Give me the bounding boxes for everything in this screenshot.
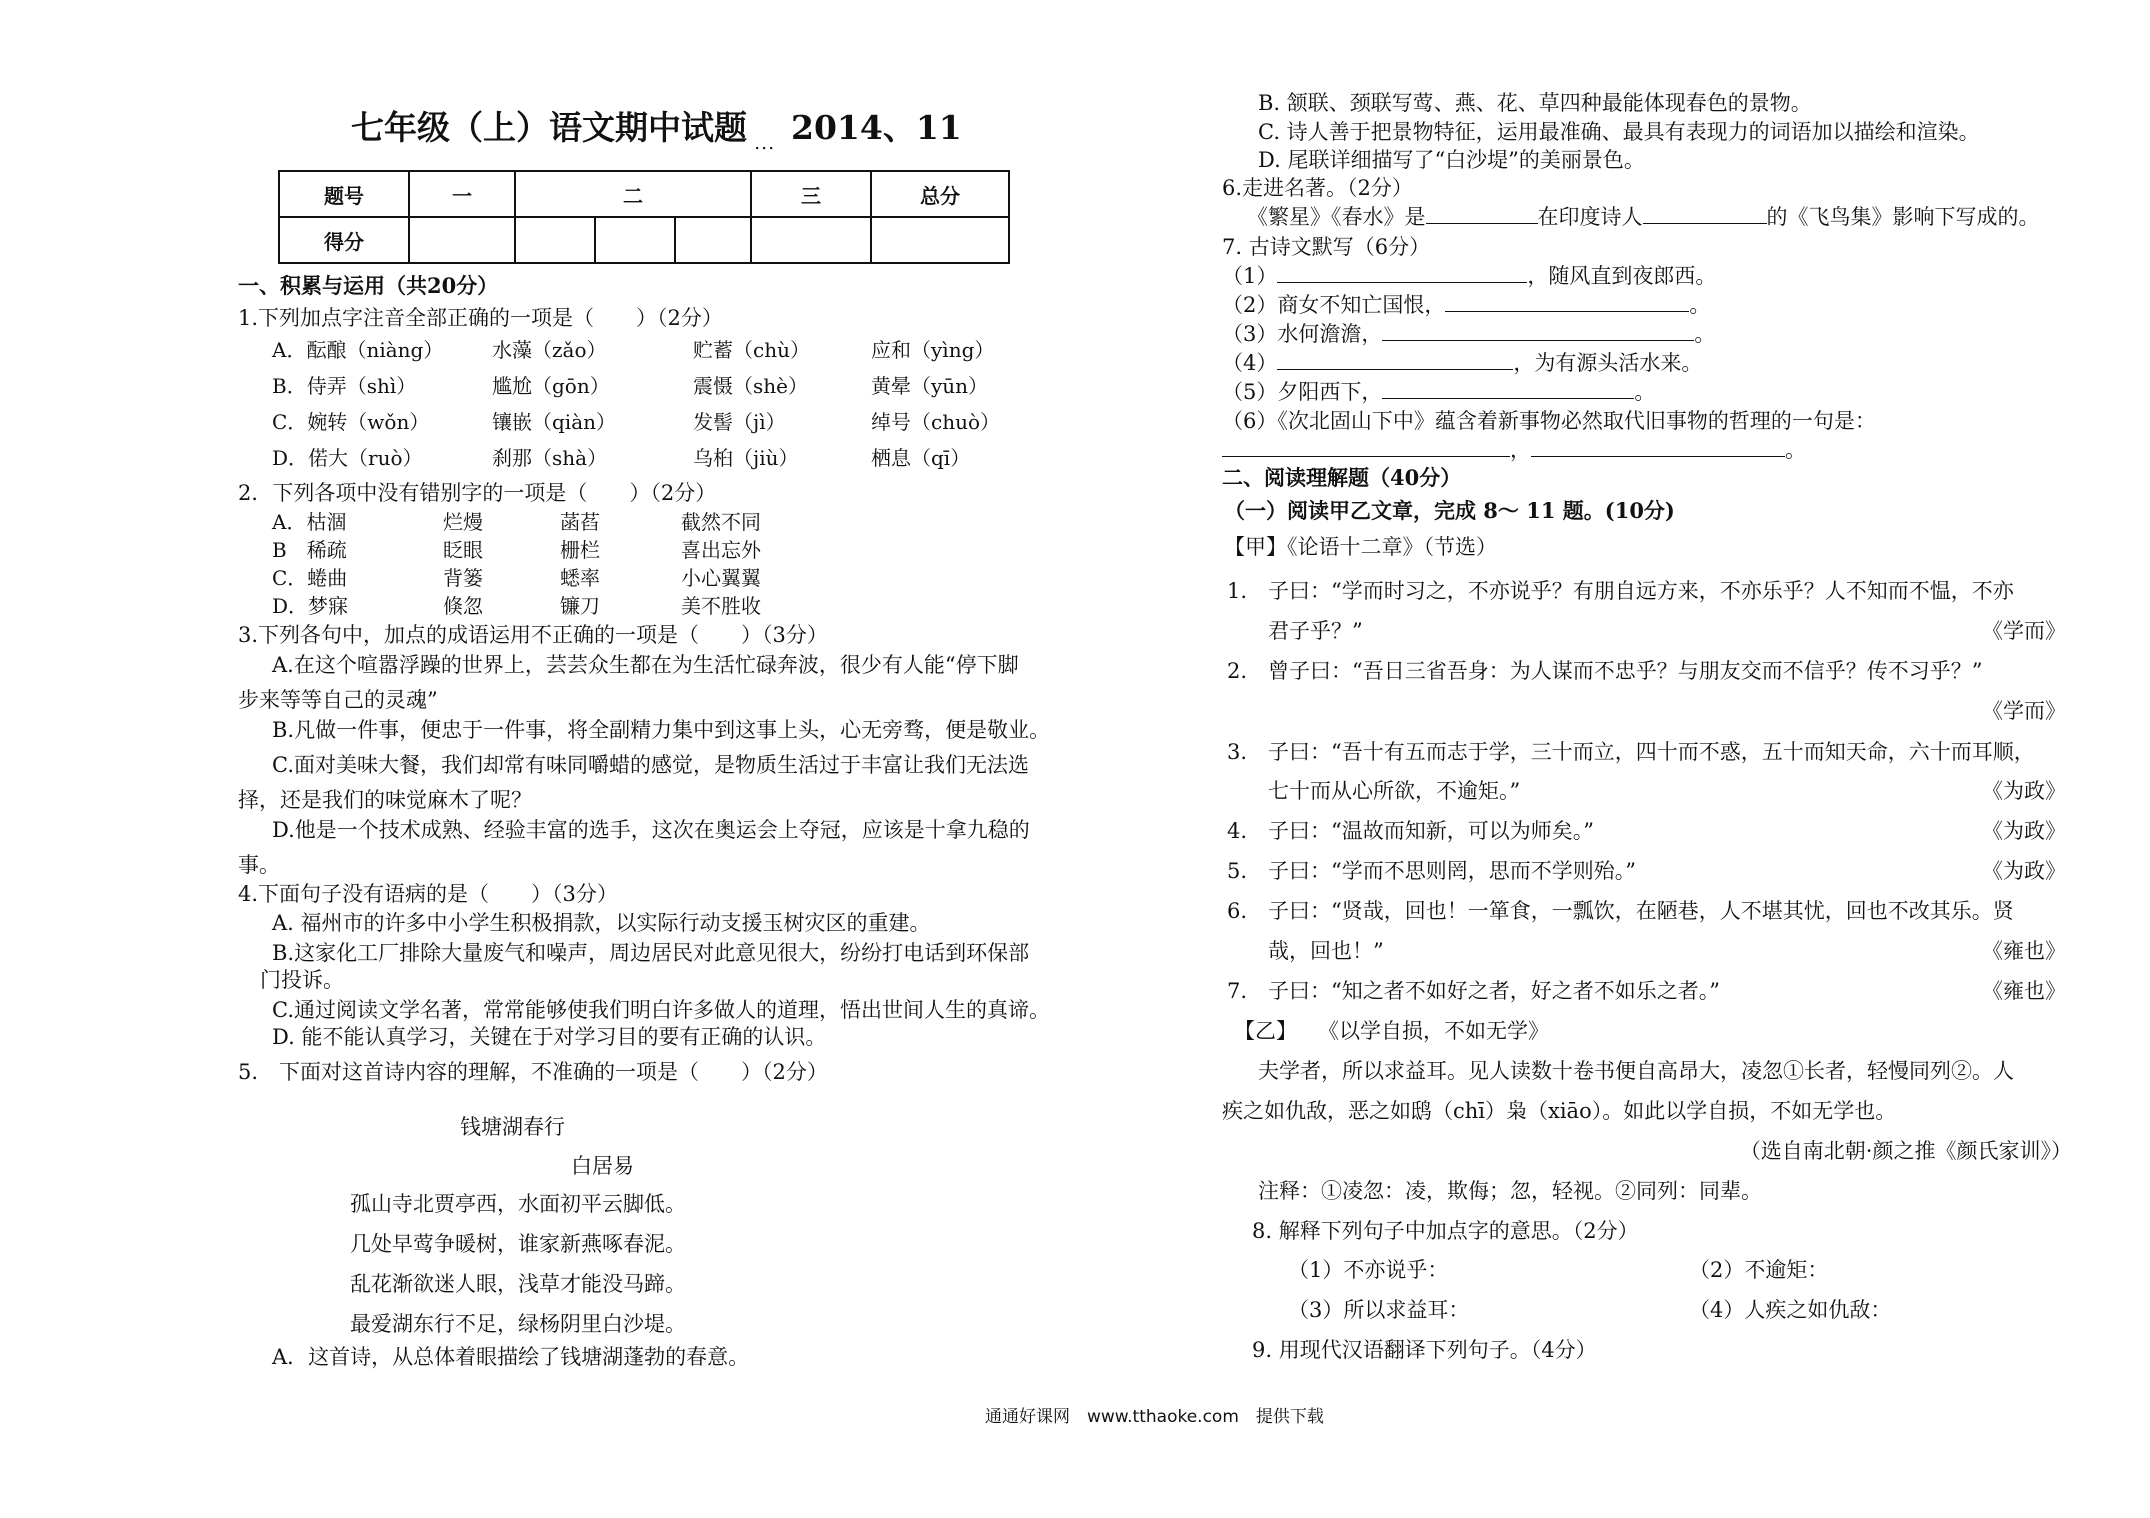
q2-option: A．枯涸 xyxy=(272,510,347,534)
q3-option-c-cont: 择，还是我们的味觉麻木了呢？ xyxy=(238,788,532,812)
score-input-cell[interactable] xyxy=(675,217,751,263)
q6-stem: 6.走进名著。（2分） xyxy=(1222,176,1413,200)
q1-option: 镶嵌（qiàn） xyxy=(492,410,617,434)
q7-blank[interactable] xyxy=(1531,436,1785,457)
page-footer: 通通好课网 www.tthaoke.com 提供下载 xyxy=(985,1407,1324,1427)
score-header-cell: 一 xyxy=(409,171,515,217)
q1-option: 水藻（zǎo） xyxy=(492,338,607,362)
q4-option-b: B.这家化工厂排除大量废气和噪声，周边居民对此意见很大，纷纷打电话到环保部 xyxy=(272,941,1030,965)
score-header-cell: 三 xyxy=(751,171,871,217)
q7-text: 。 xyxy=(1689,293,1711,317)
q4-option-b-cont: 门投诉。 xyxy=(260,968,344,992)
q7-text: 。 xyxy=(1694,322,1716,346)
section1-heading: 一、积累与运用（共20分） xyxy=(238,273,499,298)
q4-option-d: D. 能不能认真学习，关键在于对学习目的要有正确的认识。 xyxy=(272,1025,827,1049)
score-input-cell[interactable] xyxy=(751,217,871,263)
q1-option: C．婉转（wǒn） xyxy=(272,410,430,434)
q2-option: 菡萏 xyxy=(560,510,600,534)
q5-option-a: A．这首诗，从总体着眼描绘了钱塘湖蓬勃的春意。 xyxy=(272,1345,750,1369)
analects-item-text: 子曰：“温故而知新，可以为师矣。” xyxy=(1268,819,1594,843)
q3-option-a: A.在这个喧嚣浮躁的世界上，芸芸众生都在为生活忙碌奔波，很少有人能“停下脚 xyxy=(272,653,1019,677)
score-input-cell[interactable] xyxy=(515,217,595,263)
q1-option: B．侍弄（shì） xyxy=(272,374,417,398)
score-header-cell: 总分 xyxy=(871,171,1009,217)
q3-option-d: D.他是一个技术成熟、经验丰富的选手，这次在奥运会上夺冠，应该是十拿九稳的 xyxy=(272,818,1030,842)
q7-blank[interactable] xyxy=(1277,349,1513,370)
q9-stem: 9. 用现代汉语翻译下列句子。（4分） xyxy=(1252,1338,1597,1362)
q5-option-c: C. 诗人善于把景物特征，运用最准确、最具有表现力的词语加以描绘和渲染。 xyxy=(1258,120,1980,144)
q1-option: 震慑（shè） xyxy=(693,374,808,398)
q2-option: 栅栏 xyxy=(560,538,600,562)
q7-line-7 xyxy=(1222,436,1806,464)
q8-stem: 8. 解释下列句子中加点字的意思。（2分） xyxy=(1252,1219,1639,1243)
q7-line-4 xyxy=(1222,349,1702,377)
title-text: 七年级（上）语文期中试题 xyxy=(351,108,747,147)
title-date: 2014、11 xyxy=(791,108,962,147)
analects-item-number: 5. xyxy=(1227,859,1248,883)
analects-item-text: 子曰：“学而不思则罔，思而不学则殆。” xyxy=(1268,859,1636,883)
q7-text: （3）水何澹澹， xyxy=(1222,322,1383,346)
q6-line xyxy=(1247,203,2040,231)
analects-item-source: 《雍也》 xyxy=(1982,979,2066,1003)
q1-option: 黄晕（yūn） xyxy=(871,374,989,398)
q6-blank-2[interactable] xyxy=(1643,203,1767,224)
score-header-cell: 二 xyxy=(515,171,751,217)
q4-option-a: A. 福州市的许多中小学生积极捐款，以实际行动支援玉树灾区的重建。 xyxy=(272,911,931,935)
q7-line-3 xyxy=(1222,320,1715,348)
q3-option-c: C.面对美味大餐，我们却常有味同嚼蜡的感觉，是物质生活过于丰富让我们无法选 xyxy=(272,753,1029,777)
exam-title xyxy=(351,106,962,157)
q2-option: 眨眼 xyxy=(443,538,483,562)
analects-item-text: 子曰：“学而时习之，不亦说乎？有朋自远方来，不亦乐乎？人不知而不愠，不亦 xyxy=(1268,579,2014,603)
analects-item-text: 曾子曰：“吾日三省吾身：为人谋而不忠乎？与朋友交而不信乎？传不习乎？” xyxy=(1268,659,1983,683)
q7-text: ， xyxy=(1510,438,1531,462)
q5-stem: 5. 下面对这首诗内容的理解，不准确的一项是（ ）（2分） xyxy=(238,1060,828,1084)
analects-item-number: 1. xyxy=(1227,579,1248,603)
score-table-header-row xyxy=(279,171,1009,217)
q2-option: 背篓 xyxy=(443,566,483,590)
q2-option: 蟋率 xyxy=(560,566,600,590)
section2-heading: 二、阅读理解题（40分） xyxy=(1222,465,1462,490)
q1-option: 应和（yìng） xyxy=(871,338,995,362)
q7-line-6: （6）《次北固山下中》蕴含着新事物必然取代旧事物的哲理的一句是： xyxy=(1222,409,1876,433)
score-table xyxy=(278,170,1010,264)
q7-line-5 xyxy=(1222,378,1655,406)
passage-yi-text-cont: 疾之如仇敌，恶之如鸱（chī）枭（xiāo）。如此以学自损，不如无学也。 xyxy=(1222,1099,1897,1123)
passage-yi-text: 夫学者，所以求益耳。见人读数十卷书便自高昂大，凌忽①长者，轻慢同列②。人 xyxy=(1258,1059,2014,1083)
q1-option: 贮蓄（chù） xyxy=(693,338,810,362)
q7-line-2 xyxy=(1222,291,1710,319)
q3-option-d-cont: 事。 xyxy=(238,853,280,877)
q6-text: 《繁星》《春水》是 xyxy=(1247,205,1426,229)
q7-text: ，随风直到夜郎西。 xyxy=(1527,264,1717,288)
q7-text: ，为有源头活水来。 xyxy=(1513,351,1703,375)
q2-option: 倏忽 xyxy=(443,594,483,618)
q6-blank-1[interactable] xyxy=(1426,203,1538,224)
score-input-cell[interactable] xyxy=(871,217,1009,263)
q1-option: 发髻（jì） xyxy=(693,410,786,434)
analects-item-source: 《雍也》 xyxy=(1982,939,2066,963)
q1-option: A．酝酿（niàng） xyxy=(272,338,444,362)
q5-option-d: D. 尾联详细描写了“白沙堤”的美丽景色。 xyxy=(1258,148,1645,172)
passage-yi-note: 注释：①凌忽：凌，欺侮；忽，轻视。②同列：同辈。 xyxy=(1258,1179,1762,1203)
q1-option: 尴尬（gōn） xyxy=(492,374,610,398)
q7-blank[interactable] xyxy=(1382,378,1634,399)
q1-stem: 1.下列加点字注音全部正确的一项是（ ）（2分） xyxy=(238,306,723,330)
analects-item-source: 《学而》 xyxy=(1982,699,2066,723)
q7-label: （1） xyxy=(1222,264,1278,288)
poem-line: 最爱湖东行不足，绿杨阴里白沙堤。 xyxy=(350,1312,686,1336)
reading-part1-heading: （一）阅读甲乙文章，完成 8～ 11 题。(10分) xyxy=(1224,498,1675,523)
q6-text: 的《飞鸟集》影响下写成的。 xyxy=(1766,205,2040,229)
score-input-cell[interactable] xyxy=(595,217,675,263)
q8-item: （3）所以求益耳： xyxy=(1288,1298,1470,1322)
poem-line: 几处早莺争暖树，谁家新燕啄春泥。 xyxy=(350,1232,686,1256)
q4-option-c: C.通过阅读文学名著，常常能够使我们明白许多做人的道理，悟出世间人生的真谛。 xyxy=(272,998,1050,1022)
q1-option: D．偌大（ruò） xyxy=(272,446,423,470)
q2-option: C．蜷曲 xyxy=(272,566,348,590)
analects-item-source: 《为政》 xyxy=(1982,859,2066,883)
q3-option-b: B.凡做一件事，便忠于一件事，将全副精力集中到这事上头，心无旁骛，便是敬业。 xyxy=(272,718,1051,742)
score-row-label: 得分 xyxy=(279,217,409,263)
q2-option: B 稀疏 xyxy=(272,538,347,562)
q1-option: 栖息（qī） xyxy=(871,446,971,470)
analects-item-number: 7. xyxy=(1227,979,1248,1003)
q6-text: 在印度诗人 xyxy=(1537,205,1643,229)
q3-option-a-cont: 步来等等自己的灵魂” xyxy=(238,688,438,712)
q7-blank[interactable] xyxy=(1445,291,1689,312)
score-header-cell: 题号 xyxy=(279,171,409,217)
title-dots: ．．． xyxy=(755,137,783,153)
q2-option: 美不胜收 xyxy=(681,594,761,618)
q7-stem: 7. 古诗文默写（6分） xyxy=(1222,235,1431,259)
analects-item-number: 6. xyxy=(1227,899,1248,923)
analects-item-number: 4. xyxy=(1227,819,1248,843)
analects-item-text: 子曰：“吾十有五而志于学，三十而立，四十而不惑，五十而知天命，六十而耳顺， xyxy=(1268,740,2035,764)
q8-item: （2）不逾矩： xyxy=(1689,1258,1829,1282)
poem-line: 乱花渐欲迷人眼，浅草才能没马蹄。 xyxy=(350,1272,686,1296)
poem-line: 孤山寺北贾亭西，水面初平云脚低。 xyxy=(350,1192,686,1216)
q7-blank[interactable] xyxy=(1382,320,1694,341)
q7-text: （5）夕阳西下， xyxy=(1222,380,1383,404)
q2-stem: 2．下列各项中没有错别字的一项是（ ）（2分） xyxy=(238,481,717,505)
analects-item-source: 《为政》 xyxy=(1982,779,2066,803)
q2-option: D．梦寐 xyxy=(272,594,349,618)
q3-stem: 3.下列各句中，加点的成语运用不正确的一项是（ ）（3分） xyxy=(238,623,828,647)
passage-yi-title: 【乙】 《以学自损，不如无学》 xyxy=(1234,1019,1549,1043)
score-input-cell[interactable] xyxy=(409,217,515,263)
q1-option: 绰号（chuò） xyxy=(871,410,1001,434)
q2-option: 喜出忘外 xyxy=(681,538,761,562)
q1-option: 刹那（shà） xyxy=(492,446,608,470)
analects-item-cont: 哉，回也！” xyxy=(1268,939,1384,963)
passage-yi-source: （选自南北朝·颜之推《颜氏家训》） xyxy=(1739,1139,2072,1163)
passage-jia-title: 【甲】《论语十二章》（节选） xyxy=(1224,535,1497,559)
analects-item-number: 3. xyxy=(1227,740,1248,764)
analects-item-cont: 七十而从心所欲，不逾矩。” xyxy=(1268,779,1521,803)
analects-item-cont: 君子乎？” xyxy=(1268,619,1363,643)
q7-blank[interactable] xyxy=(1222,436,1510,457)
q2-option: 镰刀 xyxy=(560,594,600,618)
q7-text: （2）商女不知亡国恨， xyxy=(1222,293,1446,317)
analects-item-text: 子曰：“贤哉，回也！一箪食，一瓢饮，在陋巷，人不堪其忧，回也不改其乐。贤 xyxy=(1268,899,2014,923)
q5-option-b: B. 颔联、颈联写莺、燕、花、草四种最能体现春色的景物。 xyxy=(1258,91,1812,115)
q2-option: 小心翼翼 xyxy=(681,566,761,590)
q7-blank[interactable] xyxy=(1277,262,1527,283)
q7-text: 。 xyxy=(1785,438,1806,462)
analects-item-text: 子曰：“知之者不如好之者，好之者不如乐之者。” xyxy=(1268,979,1720,1003)
q7-line-1 xyxy=(1222,262,1716,290)
q7-label: （4） xyxy=(1222,351,1278,375)
analects-item-number: 2. xyxy=(1227,659,1248,683)
q4-stem: 4.下面句子没有语病的是（ ）（3分） xyxy=(238,882,618,906)
q8-item: （4）人疾之如仇敌： xyxy=(1689,1298,1892,1322)
analects-item-source: 《为政》 xyxy=(1982,819,2066,843)
poem-author: 白居易 xyxy=(571,1154,634,1178)
q1-option: 乌桕（jiù） xyxy=(693,446,799,470)
analects-item-source: 《学而》 xyxy=(1982,619,2066,643)
poem-title: 钱塘湖春行 xyxy=(460,1115,565,1139)
score-table-score-row xyxy=(279,217,1009,263)
q8-item: （1）不亦说乎： xyxy=(1288,1258,1449,1282)
q7-text: 。 xyxy=(1634,380,1656,404)
q2-option: 截然不同 xyxy=(681,510,761,534)
q2-option: 烂熳 xyxy=(443,510,483,534)
